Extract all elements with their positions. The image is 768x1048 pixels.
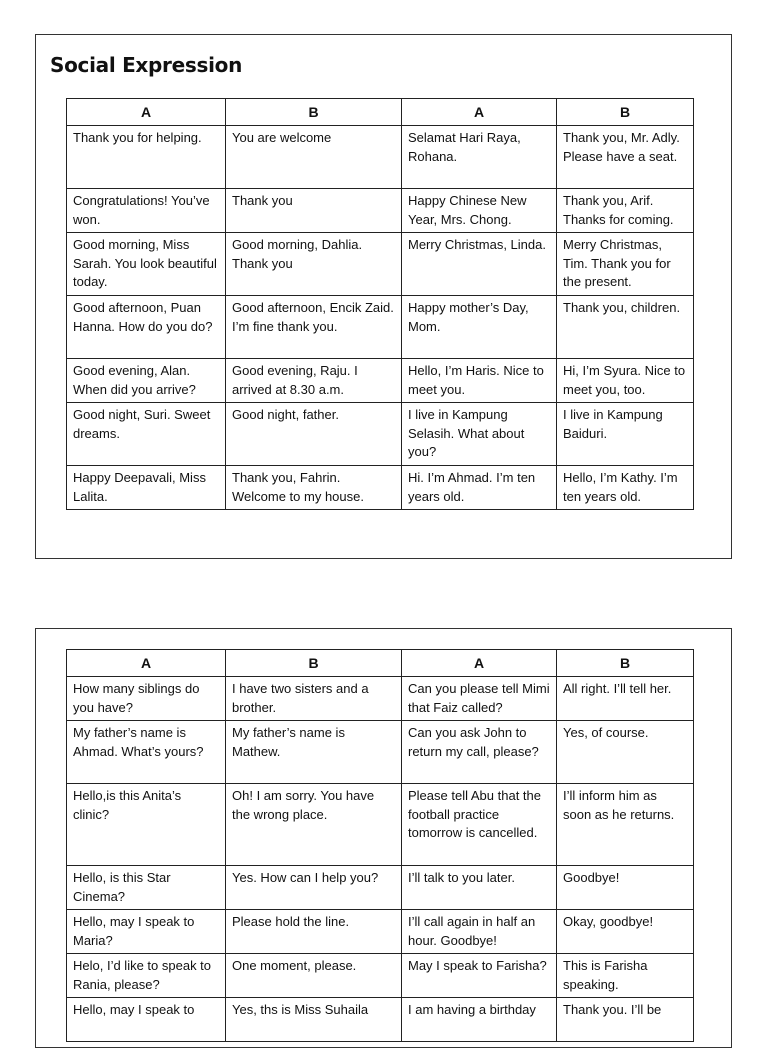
table-cell: My father’s name is Ahmad. What’s yours?	[67, 721, 226, 784]
table-cell: Can you please tell Mimi that Faiz called?	[402, 677, 557, 721]
table-cell: I live in Kampung Selasih. What about you?	[402, 403, 557, 466]
table-cell: Hello, I’m Haris. Nice to meet you.	[402, 359, 557, 403]
table-row	[67, 866, 694, 910]
table-cell: Good night, father.	[226, 403, 402, 466]
table-cell: Please tell Abu that the football practice tomorrow is cancelled.	[402, 784, 557, 866]
page-title: Social Expression	[50, 53, 243, 77]
table-row	[67, 126, 694, 189]
column-header: A	[402, 650, 557, 677]
column-header: A	[402, 99, 557, 126]
table-cell: Okay, goodbye!	[557, 910, 694, 954]
table-header-row	[67, 650, 694, 677]
table-cell: I live in Kampung Baiduri.	[557, 403, 694, 466]
table-cell: Selamat Hari Raya, Rohana.	[402, 126, 557, 189]
table-cell: Thank you	[226, 189, 402, 233]
table-cell: Thank you, Fahrin. Welcome to my house.	[226, 466, 402, 510]
table-cell: How many siblings do you have?	[67, 677, 226, 721]
table-cell: Hi, I’m Syura. Nice to meet you, too.	[557, 359, 694, 403]
column-header: B	[557, 99, 694, 126]
table-cell: One moment, please.	[226, 954, 402, 998]
telephone-expression-card	[35, 628, 732, 1048]
table-cell: Happy Chinese New Year, Mrs. Chong.	[402, 189, 557, 233]
expressions-table-1	[66, 98, 694, 510]
table-cell: Happy Deepavali, Miss Lalita.	[67, 466, 226, 510]
table-cell: Good evening, Alan. When did you arrive?	[67, 359, 226, 403]
table-cell: Congratulations! You’ve won.	[67, 189, 226, 233]
table-cell: I’ll inform him as soon as he returns.	[557, 784, 694, 866]
social-expression-card	[35, 34, 732, 559]
table-cell: Yes. How can I help you?	[226, 866, 402, 910]
table-cell: Good night, Suri. Sweet dreams.	[67, 403, 226, 466]
table-row	[67, 403, 694, 466]
table-cell: You are welcome	[226, 126, 402, 189]
column-header: B	[226, 99, 402, 126]
table-cell: Happy mother’s Day, Mom.	[402, 296, 557, 359]
table-cell: Thank you. I’ll be	[557, 998, 694, 1042]
table-cell: Thank you, children.	[557, 296, 694, 359]
table-row	[67, 721, 694, 784]
table-cell: Hello,is this Anita’s clinic?	[67, 784, 226, 866]
table-cell: Oh! I am sorry. You have the wrong place.	[226, 784, 402, 866]
table-row	[67, 359, 694, 403]
table-cell: Please hold the line.	[226, 910, 402, 954]
table-cell: I’ll talk to you later.	[402, 866, 557, 910]
table-cell: Goodbye!	[557, 866, 694, 910]
table-cell: This is Farisha speaking.	[557, 954, 694, 998]
table-cell: Good afternoon, Encik Zaid. I’m fine thank you.	[226, 296, 402, 359]
table-cell: Good morning, Miss Sarah. You look beautiful today.	[67, 233, 226, 296]
table-cell: Hello, is this Star Cinema?	[67, 866, 226, 910]
table-cell: Can you ask John to return my call, please?	[402, 721, 557, 784]
column-header: B	[226, 650, 402, 677]
table-cell: Hi. I’m Ahmad. I’m ten years old.	[402, 466, 557, 510]
table-cell: My father’s name is Mathew.	[226, 721, 402, 784]
table-row	[67, 189, 694, 233]
table-cell: I am having a birthday	[402, 998, 557, 1042]
table-cell: Merry Christmas, Linda.	[402, 233, 557, 296]
table-cell: Good evening, Raju. I arrived at 8.30 a.m.	[226, 359, 402, 403]
table-cell: All right. I’ll tell her.	[557, 677, 694, 721]
column-header: B	[557, 650, 694, 677]
table-row	[67, 466, 694, 510]
column-header: A	[67, 650, 226, 677]
table-row	[67, 910, 694, 954]
table-cell: Hello, may I speak to Maria?	[67, 910, 226, 954]
table-cell: I have two sisters and a brother.	[226, 677, 402, 721]
table-row	[67, 998, 694, 1042]
table-cell: Thank you, Arif. Thanks for coming.	[557, 189, 694, 233]
table-cell: Good afternoon, Puan Hanna. How do you do?	[67, 296, 226, 359]
table-row	[67, 233, 694, 296]
table-cell: Helo, I’d like to speak to Rania, please?	[67, 954, 226, 998]
table-header-row	[67, 99, 694, 126]
table-cell: Thank you, Mr. Adly. Please have a seat.	[557, 126, 694, 189]
table-cell: Good morning, Dahlia. Thank you	[226, 233, 402, 296]
table-row	[67, 677, 694, 721]
table-cell: Thank you for helping.	[67, 126, 226, 189]
expressions-table-2	[66, 649, 694, 1042]
table-row	[67, 954, 694, 998]
table-cell: Merry Christmas, Tim. Thank you for the present.	[557, 233, 694, 296]
table-cell: Yes, of course.	[557, 721, 694, 784]
table-row	[67, 784, 694, 866]
table-cell: May I speak to Farisha?	[402, 954, 557, 998]
table-row	[67, 296, 694, 359]
table-cell: Yes, ths is Miss Suhaila	[226, 998, 402, 1042]
table-cell: I’ll call again in half an hour. Goodbye!	[402, 910, 557, 954]
table-cell: Hello, I’m Kathy. I’m ten years old.	[557, 466, 694, 510]
column-header: A	[67, 99, 226, 126]
table-cell: Hello, may I speak to	[67, 998, 226, 1042]
